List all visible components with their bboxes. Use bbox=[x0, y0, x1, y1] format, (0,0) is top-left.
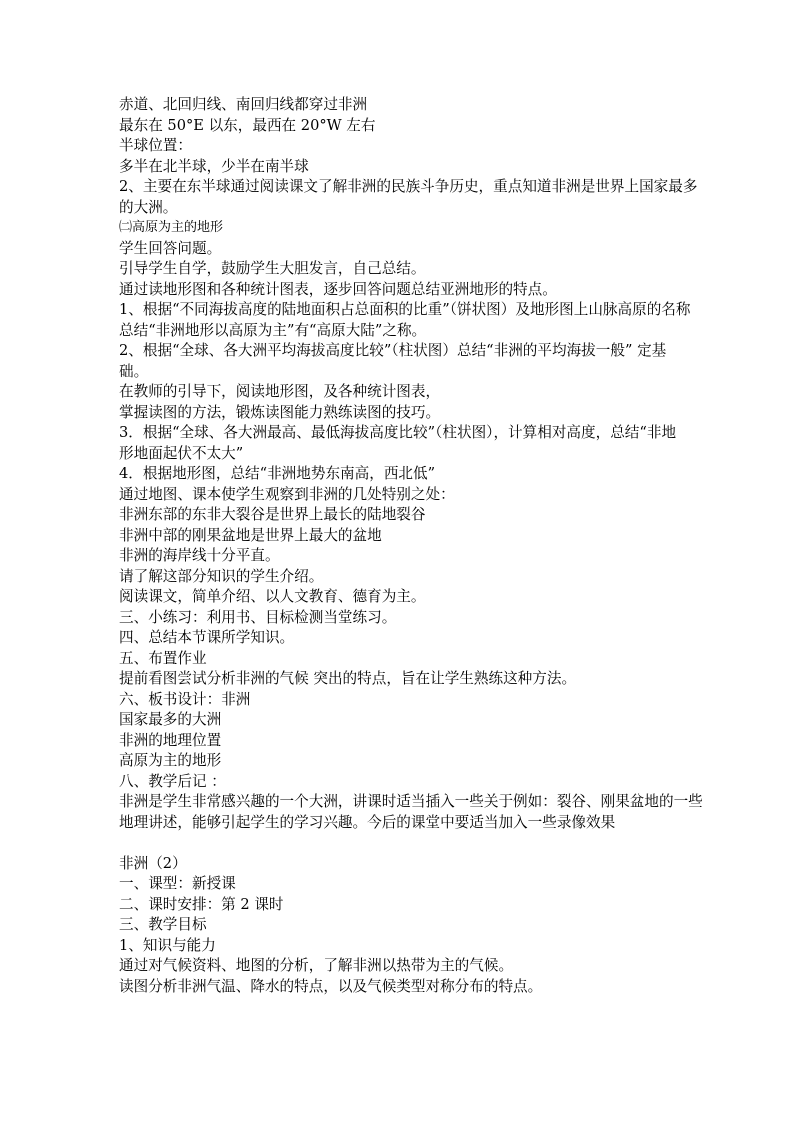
text-line: 最东在 50°E 以东，最西在 20°W 左右 bbox=[119, 116, 376, 134]
section-heading: ㈡高原为主的地形 bbox=[119, 220, 224, 235]
text-line: 四、总结本节课所学知识。 bbox=[119, 629, 295, 646]
text-line: 半球位置： bbox=[119, 137, 192, 154]
text-line: 引导学生自学，鼓励学生大胆发言，自己总结。 bbox=[119, 260, 426, 277]
text-line: 非洲（2） bbox=[119, 854, 187, 872]
text-line: 请了解这部分知识的学生介绍。 bbox=[119, 567, 324, 585]
text-line: 地理讲述，能够引起学生的学习兴趣。今后的课堂中要适当加入一些录像效果 bbox=[119, 813, 616, 831]
text-line: 学生回答问题。 bbox=[119, 239, 222, 257]
text-line: 一、课型：新授课 bbox=[119, 875, 236, 892]
text-line: 3．根据“全球、各大洲最高、最低海拔高度比较”（柱状图），计算相对高度，总结“非地 bbox=[119, 424, 677, 441]
text-line: 在教师的引导下，阅读地形图，及各种统计图表， bbox=[119, 383, 441, 400]
text-line: 2、主要在东半球通过阅读课文了解非洲的民族斗争历史，重点知道非洲是世界上国家最多 bbox=[119, 178, 698, 195]
document-page bbox=[119, 95, 703, 997]
text-line: 通过地图、课本使学生观察到非洲的几处特别之处： bbox=[119, 485, 455, 503]
text-line: 三、小练习：利用书、目标检测当堂练习。 bbox=[119, 608, 397, 626]
text-line: 阅读课文，简单介绍、以人文教育、德育为主。 bbox=[119, 588, 426, 605]
text-line: 赤道、北回归线、南回归线都穿过非洲 bbox=[119, 96, 368, 113]
paragraph-gap bbox=[119, 833, 679, 854]
text-line: 2、根据“全球、各大洲平均海拔高度比较”（柱状图）总结“非洲的平均海拔一般” 定基 bbox=[119, 342, 667, 359]
text-line: 提前看图尝试分析非洲的气候 突出的特点，旨在让学生熟练这种方法。 bbox=[119, 670, 577, 687]
text-line: 二、课时安排：第 2 课时 bbox=[119, 895, 284, 913]
text-line: 读图分析非洲气温、降水的特点，以及气候类型对称分布的特点。 bbox=[119, 977, 543, 995]
text-line: 非洲东部的东非大裂谷是世界上最长的陆地裂谷 bbox=[119, 506, 426, 523]
text-line: 八、教学后记 ： bbox=[119, 772, 226, 790]
text-line: 掌握读图的方法，锻炼读图能力熟练读图的技巧。 bbox=[119, 403, 441, 421]
text-line: 形地面起伏不太大” bbox=[119, 444, 244, 462]
text-line: 非洲的地理位置 bbox=[119, 731, 222, 749]
text-line: 六、板书设计：非洲 bbox=[119, 690, 251, 708]
text-line: 通过对气候资料、地图的分析，了解非洲以热带为主的气候。 bbox=[119, 957, 514, 974]
text-line: 多半在北半球，少半在南半球 bbox=[119, 157, 309, 175]
text-line: 4．根据地形图，总结“非洲地势东南高，西北低” bbox=[119, 465, 436, 482]
text-line: 的大洲。 bbox=[119, 198, 178, 216]
text-line: 五、布置作业 bbox=[119, 649, 207, 667]
text-line: 非洲是学生非常感兴趣的一个大洲，讲课时适当插入一些关于例如：裂谷、刚果盆地的一些 bbox=[119, 793, 703, 810]
text-line: 1、知识与能力 bbox=[119, 936, 216, 954]
text-line: 非洲中部的刚果盆地是世界上最大的盆地 bbox=[119, 526, 382, 544]
text-line: 国家最多的大洲 bbox=[119, 711, 222, 728]
text-line: 础。 bbox=[119, 362, 149, 380]
text-line: 非洲的海岸线十分平直。 bbox=[119, 547, 280, 564]
text-line: 总结“非洲地形以高原为主”有“高原大陆”之称。 bbox=[119, 321, 427, 339]
text-line: 通过读地形图和各种统计图表，逐步回答问题总结亚洲地形的特点。 bbox=[119, 280, 557, 298]
text-line: 三、教学目标 bbox=[119, 916, 207, 933]
text-line: 1、根据“不同海拔高度的陆地面积占总面积的比重”（饼状图）及地形图上山脉高原的名称 bbox=[119, 301, 691, 318]
text-line: 高原为主的地形 bbox=[119, 752, 222, 769]
